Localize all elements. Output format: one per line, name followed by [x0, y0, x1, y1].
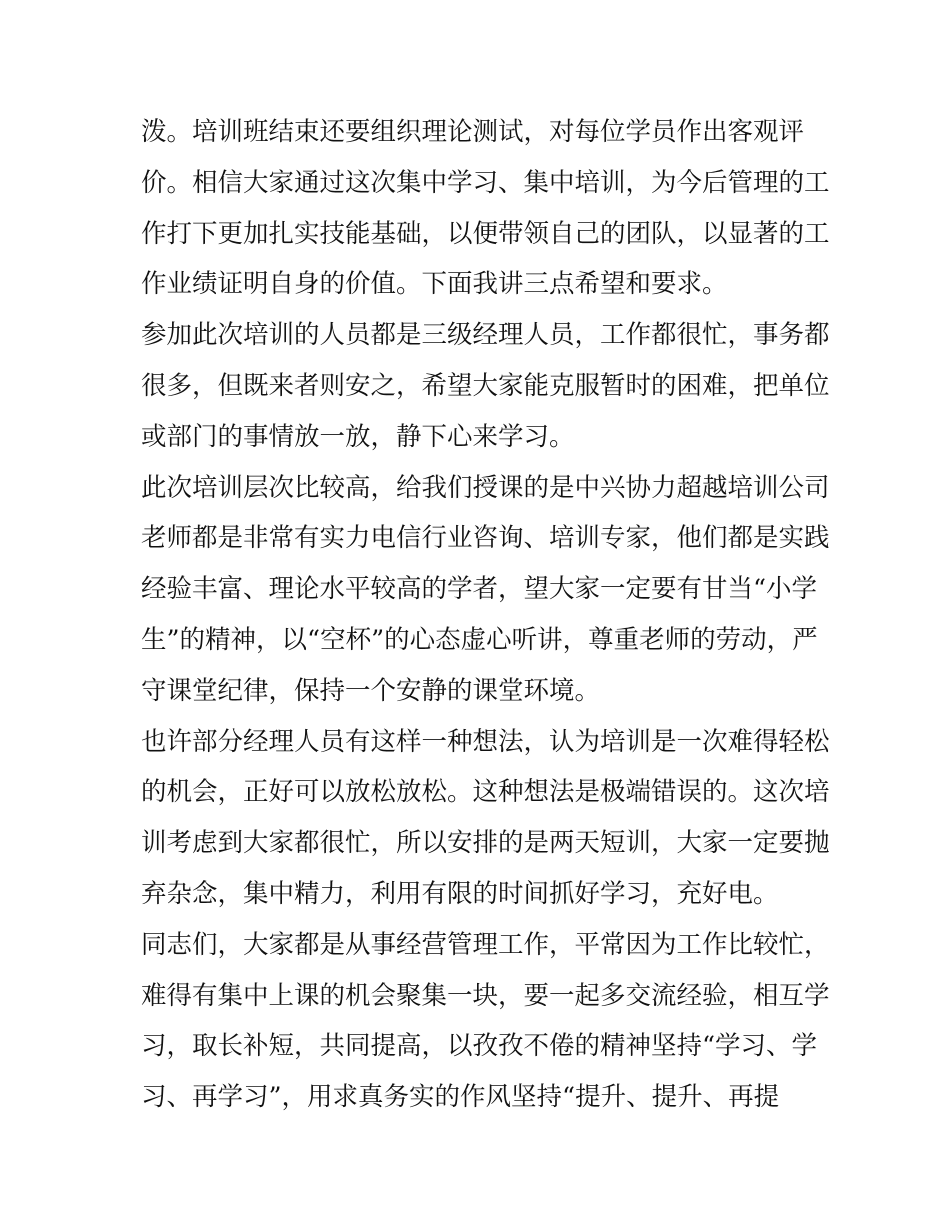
text-line: 的机会，正好可以放松放松。这种想法是极端错误的。这次培	[141, 777, 830, 808]
text-line: 习、再学习”，用求真务实的作风坚持“提升、提升、再提	[141, 1082, 780, 1113]
text-line: 生”的精神，以“空杯”的心态虚心听讲，尊重老师的劳动，严	[141, 624, 818, 655]
text-line: 参加此次培训的人员都是三级经理人员，工作都很忙，事务都	[141, 320, 830, 351]
text-line: 训考虑到大家都很忙，所以安排的是两天短训，大家一定要抛	[141, 828, 830, 859]
text-line: 价。相信大家通过这次集中学习、集中培训，为今后管理的工	[141, 167, 830, 198]
text-line: 习，取长补短，共同提高，以孜孜不倦的精神坚持“学习、学	[141, 1031, 818, 1062]
text-line: 作业绩证明自身的价值。下面我讲三点希望和要求。	[141, 269, 728, 300]
text-line: 作打下更加扎实技能基础，以便带领自己的团队，以显著的工	[141, 218, 830, 249]
text-line: 或部门的事情放一放，静下心来学习。	[141, 421, 575, 452]
text-line: 很多，但既来者则安之，希望大家能克服暂时的困难，把单位	[141, 370, 830, 401]
text-line: 弃杂念，集中精力，利用有限的时间抓好学习，充好电。	[141, 878, 779, 909]
text-line: 同志们，大家都是从事经营管理工作，平常因为工作比较忙，	[141, 929, 830, 960]
text-line: 难得有集中上课的机会聚集一块，要一起多交流经验，相互学	[141, 980, 830, 1011]
text-line: 守课堂纪律，保持一个安静的课堂环境。	[141, 675, 601, 706]
text-line: 经验丰富、理论水平较高的学者，望大家一定要有甘当“小学	[141, 574, 818, 605]
text-line: 老师都是非常有实力电信行业咨询、培训专家，他们都是实践	[141, 523, 830, 554]
text-line: 泼。培训班结束还要组织理论测试，对每位学员作出客观评	[141, 117, 805, 147]
text-line: 此次培训层次比较高，给我们授课的是中兴协力超越培训公司	[141, 472, 830, 503]
body-text	[141, 107, 830, 1123]
text-line: 也许部分经理人员有这样一种想法，认为培训是一次难得轻松	[141, 726, 830, 757]
